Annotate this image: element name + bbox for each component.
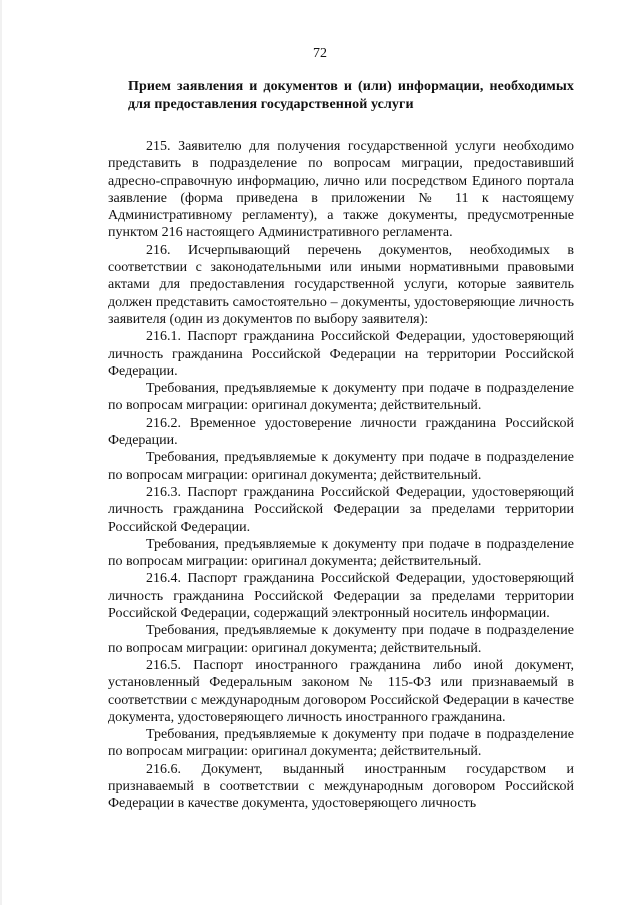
paragraph-216-3: 216.3. Паспорт гражданина Российской Федерации, удостоверяющий личность гражданина Российской Федерации за пределами территории Российской Федерации. <box>108 484 574 535</box>
paragraph-216-6: 216.6. Документ, выданный иностранным государством и признаваемый в соответствии с международным договором Российской Федерации в качестве документа, удостоверяющего личность <box>108 761 574 812</box>
section-heading: Прием заявления и документов и (или) информации, необходимых для предоставления государственной услуги <box>128 79 574 112</box>
page-number: 72 <box>313 46 327 61</box>
requirements-paragraph: Требования, предъявляемые к документу при подаче в подразделение по вопросам миграции: оригинал документа; действительный. <box>108 381 574 414</box>
paragraph-216-1: 216.1. Паспорт гражданина Российской Федерации, удостоверяющий личность гражданина Российской Федерации на территории Российской Федерации. <box>108 329 574 379</box>
requirements-paragraph: Требования, предъявляемые к документу при подаче в подразделение по вопросам миграции: оригинал документа; действительный. <box>108 450 574 483</box>
requirements-paragraph: Требования, предъявляемые к документу при подаче в подразделение по вопросам миграции: оригинал документа; действительный. <box>108 536 574 570</box>
paragraph-216: 216. Исчерпывающий перечень документов, необходимых в соответствии с законодательными или иными нормативными правовыми актами для предоставления государственной услуги, которые заявитель должен представить самостоятельно – документы, удостоверяющие личность заявителя (один из документов по выбору заявителя): <box>108 242 574 327</box>
paragraph-216-5: 216.5. Паспорт иностранного гражданина либо иной документ, установленный Федеральным законом № 115-ФЗ или признаваемый в соответствии с международным договором Российской Федерации в качестве документа, удостоверяющего личность иностранного гражданина. <box>108 657 574 725</box>
requirements-paragraph: Требования, предъявляемые к документу при подаче в подразделение по вопросам миграции: оригинал документа; действительный. <box>108 727 574 760</box>
paragraph-216-4: 216.4. Паспорт гражданина Российской Федерации, удостоверяющий личность гражданина Российской Федерации за пределами территории Российской Федерации, содержащий электронный носитель информации. <box>108 571 574 622</box>
requirements-paragraph: Требования, предъявляемые к документу при подаче в подразделение по вопросам миграции: оригинал документа; действительный. <box>108 623 574 656</box>
paragraph-215: 215. Заявителю для получения государственной услуги необходимо представить в подразделение по вопросам миграции, предоставивший адресно-справочную информацию, лично или посредством Единого портала заявление (форма приведена в приложении № 11 к настоящему Административному регламенту), а также документы, предусмотренные пунктом 216 настоящего Административного регламента. <box>108 139 574 241</box>
paragraph-216-2: 216.2. Временное удостоверение личности гражданина Российской Федерации. <box>108 415 574 449</box>
document-body <box>108 78 574 813</box>
scan-edge <box>0 0 2 905</box>
